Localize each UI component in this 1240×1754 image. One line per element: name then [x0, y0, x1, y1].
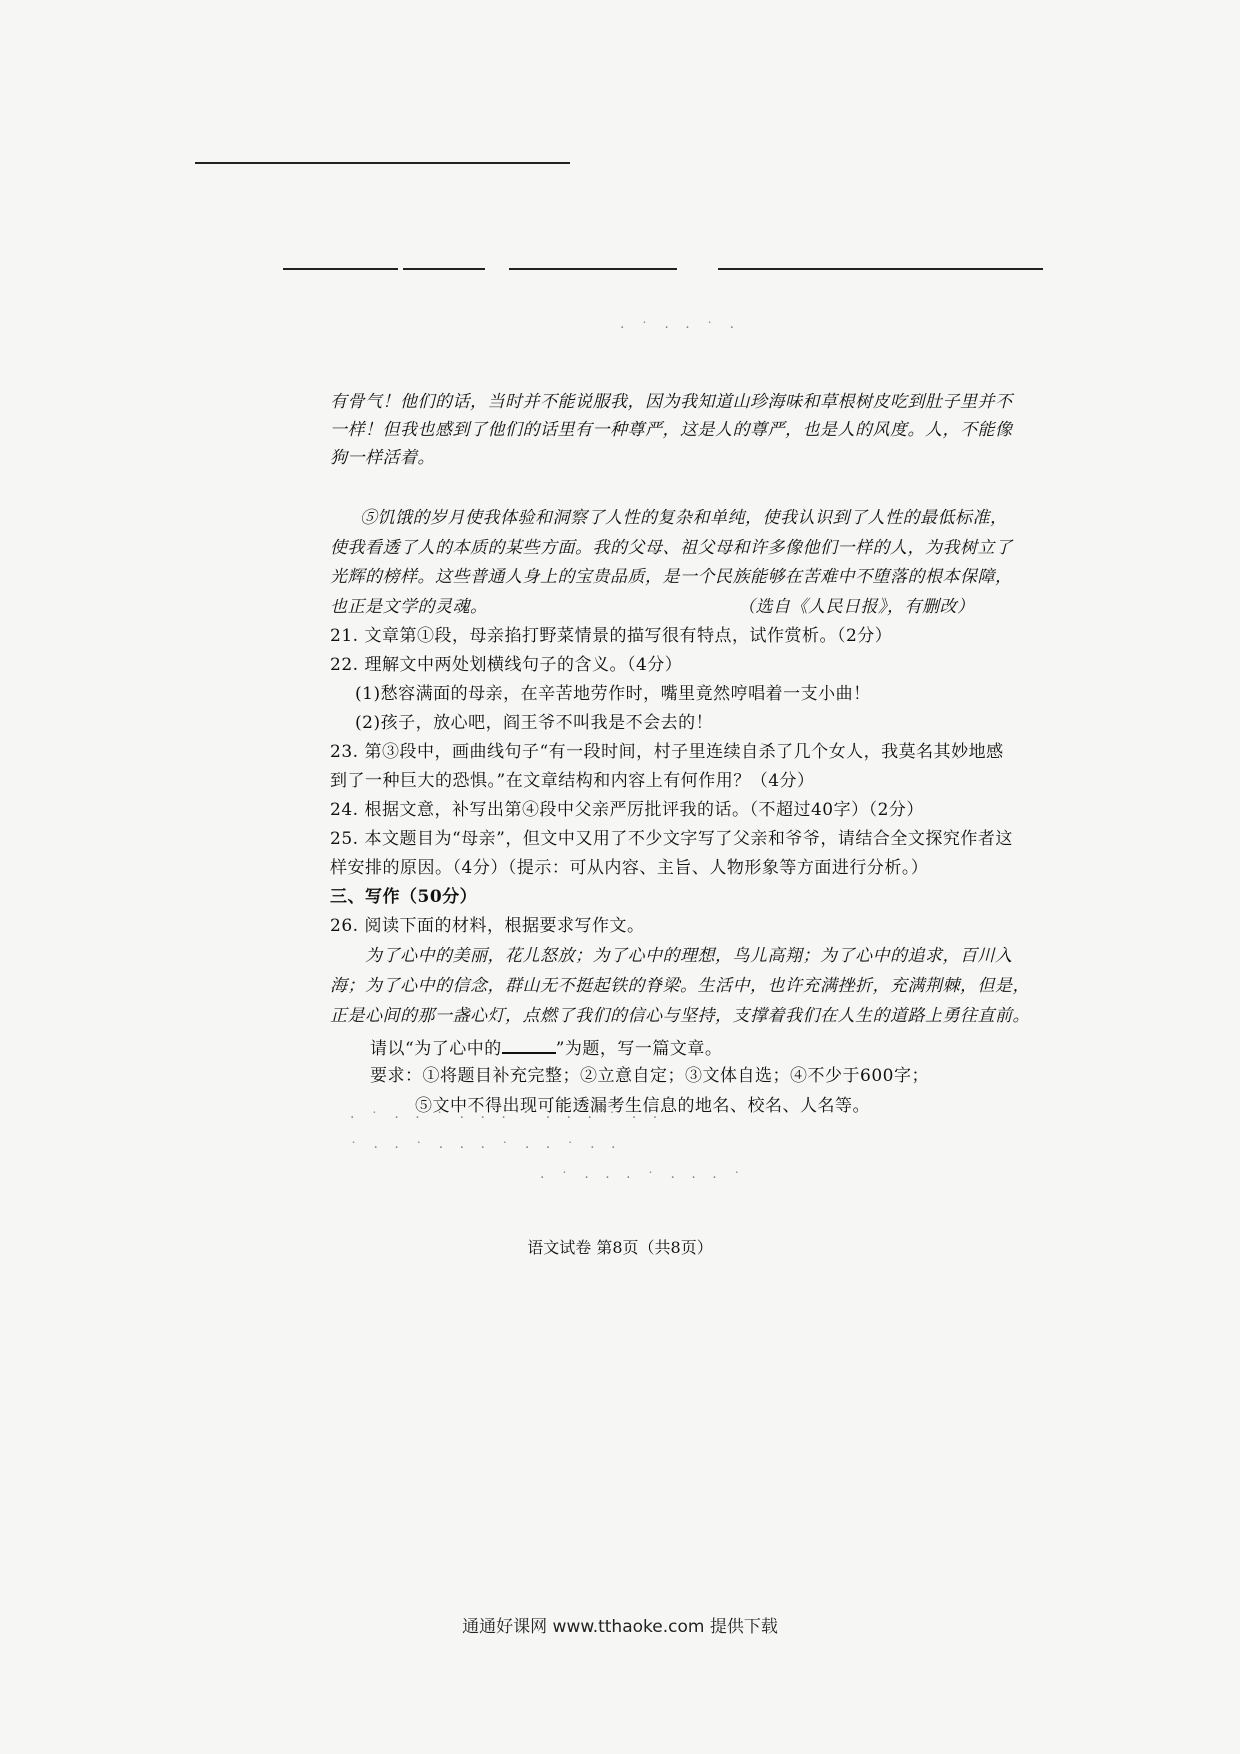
question-25-cont: 样安排的原因。（4分）（提示：可从内容、主旨、人物形象等方面进行分析。） [330, 858, 929, 878]
section-heading-writing: 三、写作（50分） [330, 887, 478, 907]
question-22: 22. 理解文中两处划横线句子的含义。（4分） [330, 655, 683, 675]
material-line: 为了心中的美丽，花儿怒放；为了心中的理想，鸟儿高翔；为了心中的追求，百川入 [365, 946, 1013, 966]
site-footer: 通通好课网 www.tthaoke.com 提供下载 [462, 1617, 778, 1637]
header-rule-2 [403, 268, 485, 270]
material-line: 海；为了心中的信念，群山无不挺起铁的脊梁。生活中，也许充满挫折，充满荆棘，但是， [330, 976, 1030, 996]
question-25: 25. 本文题目为“母亲”，但文中又用了不少文字写了父亲和爷爷，请结合全文探究作者这 [330, 829, 1013, 849]
paragraph-5-line: 使我看透了人的本质的某些方面。我的父母、祖父母和许多像他们一样的人，为我树立了 [330, 538, 1013, 558]
question-22-item-1: (1)愁容满面的母亲，在辛苦地劳作时，嘴里竟然哼唱着一支小曲！ [355, 684, 871, 704]
source-citation: （选自《人民日报》，有删改） [738, 597, 975, 617]
requirements: 要求：①将题目补充完整；②立意自定；③文体自选；④不少于600字； [370, 1066, 929, 1086]
page-footer: 语文试卷 第8页（共8页） [527, 1238, 713, 1257]
essay-prompt-after: ”为题，写一篇文章。 [555, 1039, 723, 1059]
passage-line: 一样！但我也感到了他们的话里有一种尊严，这是人的尊严，也是人的风度。人，不能像 [330, 420, 1013, 440]
passage-line: 狗一样活着。 [330, 448, 435, 468]
scan-noise: · ˙ · · ˙ · · · ˙ · · · ˙ · · [350, 1110, 664, 1126]
question-21: 21. 文章第①段，母亲掐打野菜情景的描写很有特点，试作赏析。（2分） [330, 626, 893, 646]
essay-prompt [370, 1036, 722, 1059]
scan-noise: · ˙ · · · ˙ · · · ˙ [540, 1170, 747, 1186]
header-rule-3 [509, 268, 677, 270]
material-line: 正是心间的那一盏心灯，点燃了我们的信心与坚持，支撑着我们在人生的道路上勇往直前。 [330, 1006, 1030, 1026]
question-23: 23. 第③段中，画曲线句子“有一段时间，村子里连续自杀了几个女人，我莫名其妙地感 [330, 742, 1004, 762]
question-24: 24. 根据文意，补写出第④段中父亲严厉批评我的话。（不超过40字）（2分） [330, 800, 924, 820]
paragraph-5-line: 光辉的榜样。这些普通人身上的宝贵品质，是一个民族能够在苦难中不堕落的根本保障， [330, 567, 1013, 587]
title-blank [502, 1036, 556, 1054]
question-22-item-2: (2)孩子，放心吧，阎王爷不叫我是不会去的！ [355, 713, 714, 733]
paragraph-5-line: ⑤饥饿的岁月使我体验和洞察了人性的复杂和单纯，使我认识到了人性的最低标准， [360, 508, 1008, 528]
top-rule [195, 162, 570, 164]
scan-noise: · ˙ · · ˙ · [620, 320, 741, 336]
essay-prompt-before: 请以“为了心中的 [370, 1039, 502, 1059]
header-rule-1 [283, 268, 398, 270]
paragraph-5-line: 也正是文学的灵魂。 [330, 597, 488, 617]
passage-line: 有骨气！他们的话，当时并不能说服我，因为我知道山珍海味和草根树皮吃到肚子里并不 [330, 392, 1013, 412]
scan-noise: ˙ · · ˙ · · · ˙ · · ˙ · · [350, 1140, 622, 1156]
header-rule-4 [718, 268, 1043, 270]
question-26: 26. 阅读下面的材料，根据要求写作文。 [330, 916, 645, 936]
requirements-cont: ⑤文中不得出现可能透漏考生信息的地名、校名、人名等。 [415, 1096, 870, 1116]
question-23-cont: 到了一种巨大的恐惧。”在文章结构和内容上有何作用？（4分） [330, 771, 815, 791]
